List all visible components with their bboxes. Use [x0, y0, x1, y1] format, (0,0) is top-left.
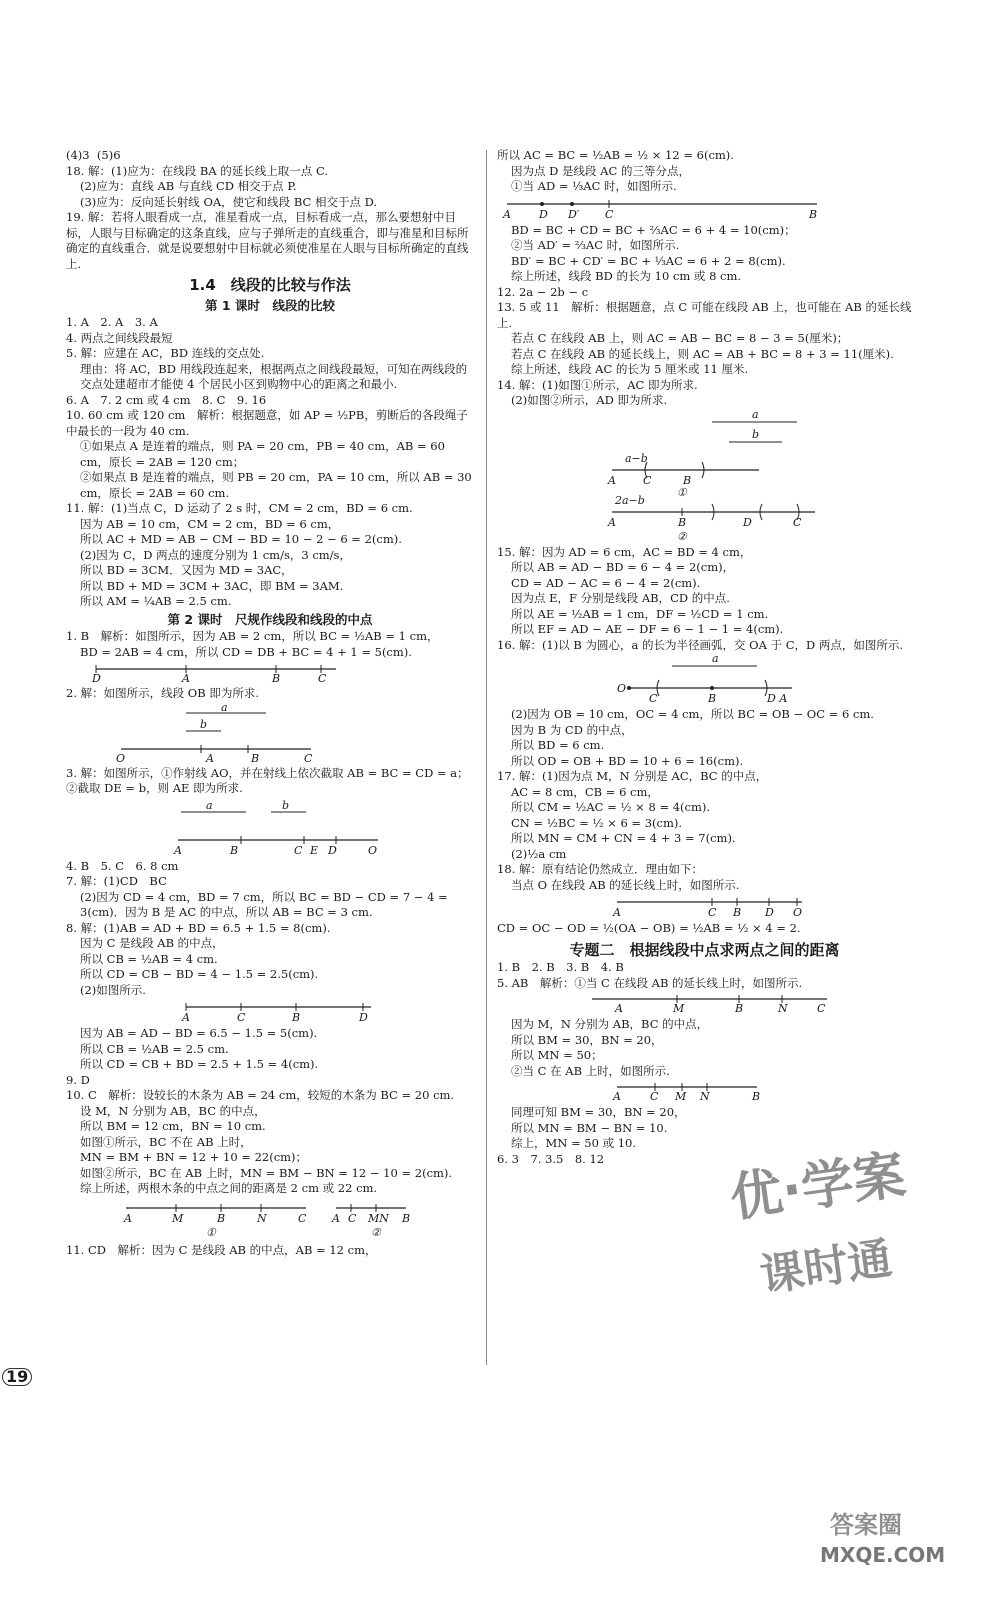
segment-figure-mn: [66, 1200, 466, 1240]
text-line: 所以 CB = ½AB = 2.5 cm.: [80, 1041, 229, 1056]
watermark-corner-logo: 答案圈: [830, 1511, 902, 1539]
text-line: 所以 AC = BC = ½AB = ½ × 12 = 6(cm).: [497, 148, 734, 162]
lesson-title: 第 2 课时 尺规作线段和线段的中点: [167, 611, 373, 627]
text-line: 综上，MN = 50 或 10.: [511, 1136, 637, 1150]
svg-text:②: ②: [677, 529, 687, 542]
text-line: (3)应为：反向延长射线 OA，使它和线段 BC 相交于点 D.: [80, 194, 378, 209]
text-line: 因为 M，N 分别为 AB，BC 的中点，: [511, 1017, 709, 1031]
text-line: 18. 解：原有结论仍然成立．理由如下：: [497, 862, 703, 876]
svg-text:b: b: [282, 799, 290, 812]
text-line: 所以 BD + MD = 3CM + 3AC，即 BM = 3AM.: [80, 578, 344, 593]
svg-text:D: D: [765, 906, 774, 918]
svg-text:A: A: [206, 751, 214, 763]
text-line: 所以 MN = CM + CN = 4 + 3 = 7(cm).: [511, 831, 736, 845]
text-line: 因为点 E，F 分别是线段 AB，CD 的中点.: [511, 591, 730, 605]
svg-text:a: a: [221, 704, 228, 714]
svg-text:C: C: [649, 692, 658, 704]
text-line: 10. C 解析：设较长的木条为 AB = 24 cm，较短的木条为 BC = 20 cm.: [66, 1088, 455, 1102]
svg-text:B: B: [230, 843, 239, 856]
text-line: CN = ½BC = ½ × 6 = 3(cm).: [511, 815, 683, 830]
text-line: 1. B 2. B 3. B 4. B: [497, 960, 624, 974]
text-line: 若点 C 在线段 AB 的延长线上，则 AC = AB + BC = 8 + 3 = 11(厘米).: [511, 346, 894, 361]
svg-text:D: D: [539, 207, 548, 220]
svg-text:C: C: [348, 1211, 357, 1225]
text-line: 15. 解：因为 AD = 6 cm，AC = BD = 4 cm，: [497, 544, 752, 559]
svg-text:a: a: [206, 799, 213, 812]
text-line: 3. 解：如图所示，①作射线 AO，并在射线上依次截取 AB = BC = CD = a；②截取 DE = b，则 AE 即为所求.: [66, 765, 469, 795]
svg-text:A: A: [608, 473, 616, 487]
svg-text:C: C: [237, 1011, 246, 1023]
text-line: (4)3 (5)6: [66, 148, 121, 162]
svg-text:B: B: [292, 1011, 301, 1023]
svg-text:E: E: [310, 843, 319, 856]
svg-text:A: A: [332, 1211, 340, 1225]
text-line: 所以 CD = CB − BD = 4 − 1.5 = 2.5(cm).: [80, 967, 319, 981]
text-line: 因为 AB = 10 cm，CM = 2 cm，BD = 6 cm，: [80, 516, 340, 531]
text-line: 理由：将 AC，BD 用线段连起来，根据两点之间线段最短，可知在两线段的交点处建超市才能使 4 个居民小区到购物中心的距离之和最小.: [80, 361, 468, 391]
text-line: 所以 BM = 12 cm，BN = 10 cm.: [80, 1119, 266, 1133]
svg-text:b: b: [200, 717, 208, 731]
text-line: 4. B 5. C 6. 8 cm: [66, 858, 179, 873]
text-line: 综上所述，线段 AC 的长为 5 厘米或 11 厘米.: [511, 362, 749, 376]
segment-figure-addc: [497, 198, 827, 220]
text-line: (2)½a cm: [511, 846, 567, 861]
text-line: 11. 解：(1)当点 C，D 运动了 2 s 时，CM = 2 cm，BD = 6 cm.: [66, 501, 413, 515]
text-line: 14. 解：(1)如图①所示，AC 即为所求.: [497, 377, 698, 392]
text-line: 所以 BD = 3CM．又因为 MD = 3AC，: [80, 563, 293, 577]
section-title: 1.4 线段的比较与作法: [189, 276, 351, 294]
text-line: (2)如图所示.: [80, 982, 146, 997]
svg-text:2a−b: 2a−b: [615, 493, 645, 507]
svg-text:A: A: [613, 1090, 621, 1102]
text-line: CD = AD − AC = 6 − 4 = 2(cm).: [511, 575, 701, 590]
text-line: 10. 60 cm 或 120 cm 解析：根据题意，如 AP = ½PB，剪断后的各段绳子中最长的一段为 40 cm.: [66, 408, 468, 438]
svg-text:A: A: [503, 207, 511, 220]
svg-text:A: A: [174, 843, 182, 856]
svg-text:B: B: [402, 1211, 411, 1225]
svg-text:C: C: [605, 207, 614, 220]
text-line: 所以 BM = 30，BN = 20，: [511, 1032, 663, 1047]
text-line: 因为点 D 是线段 AC 的三等分点，: [511, 163, 690, 178]
svg-text:N: N: [700, 1090, 710, 1102]
text-line: ②如果点 B 是连着的端点，则 PB = 20 cm，PA = 10 cm，所以 AB = 30 cm，原长 = 2AB = 60 cm.: [80, 470, 476, 500]
svg-text:B: B: [735, 1002, 744, 1014]
watermark-logo: 课时通: [757, 1233, 895, 1302]
svg-text:a: a: [752, 411, 759, 421]
text-line: (2)因为 OB = 10 cm，OC = 4 cm，所以 BC = OB − OC = 6 cm.: [511, 707, 874, 721]
text-line: 所以 MN = BM − BN = 10.: [511, 1120, 668, 1135]
text-line: 所以 CD = CB + BD = 2.5 + 1.5 = 4(cm).: [80, 1057, 319, 1071]
text-line: 9. D: [66, 1072, 90, 1087]
svg-text:M: M: [172, 1211, 184, 1225]
lesson-title: 第 1 课时 线段的比较: [205, 297, 335, 313]
svg-text:N: N: [257, 1211, 267, 1225]
svg-text:O: O: [793, 906, 803, 918]
segment-figure-14: [497, 412, 827, 542]
svg-text:B: B: [733, 906, 742, 918]
text-line: (2)如图②所示，AD 即为所求.: [511, 393, 668, 407]
text-line: 6. A 7. 2 cm 或 4 cm 8. C 9. 16: [66, 392, 267, 407]
text-line: 如图②所示，BC 在 AB 上时，MN = BM − BN = 12 − 10 = 2(cm).: [80, 1165, 453, 1180]
text-line: 2. 解：如图所示，线段 OB 即为所求.: [66, 686, 259, 700]
text-line: 设 M，N 分别为 AB，BC 的中点，: [80, 1103, 266, 1118]
svg-text:①: ①: [677, 485, 687, 499]
svg-text:C: C: [298, 1211, 307, 1225]
svg-text:N: N: [778, 1002, 788, 1014]
svg-text:A: A: [124, 1211, 132, 1225]
text-line: 如图①所示，BC 不在 AB 上时，: [80, 1134, 252, 1149]
text-line: ①如果点 A 是连着的端点，则 PA = 20 cm，PB = 40 cm，AB = 60 cm，原长 = 2AB = 120 cm；: [80, 439, 449, 469]
text-line: 16. 解：(1)以 B 为圆心，a 的长为半径画弧，交 OA 于 C，D 两点，如图所示.: [497, 637, 904, 652]
text-line: 1. A 2. A 3. A: [66, 315, 158, 329]
svg-text:D: D: [92, 672, 101, 683]
segment-figure-acbd: [66, 1001, 386, 1023]
watermark-url: MXQE.COM: [820, 1543, 946, 1567]
text-line: 综上所述，线段 BD 的长为 10 cm 或 8 cm.: [511, 269, 742, 283]
svg-text:A: A: [608, 515, 616, 529]
text-line: (2)因为 C，D 两点的速度分别为 1 cm/s，3 cm/s，: [80, 547, 351, 562]
text-line: CD = OC − OD = ½(OA − OB) = ½AB = ½ × 4 = 2.: [497, 921, 801, 935]
text-line: 因为 AB = AD − BD = 6.5 − 1.5 = 5(cm).: [80, 1026, 318, 1040]
svg-text:A: A: [182, 672, 190, 683]
svg-text:B: B: [272, 672, 281, 683]
text-line: 所以 EF = AD − AE − DF = 6 − 1 − 1 = 4(cm).: [511, 622, 784, 636]
text-line: 所以 OD = OB + BD = 10 + 6 = 16(cm).: [511, 753, 744, 768]
svg-text:b: b: [752, 427, 760, 441]
text-line: 8. 解：(1)AB = AD + BD = 6.5 + 1.5 = 8(cm).: [66, 920, 331, 935]
text-line: MN = BM + BN = 12 + 10 = 22(cm)；: [80, 1150, 308, 1164]
svg-text:D: D: [328, 843, 337, 856]
text-line: 6. 3 7. 3.5 8. 12: [497, 1151, 605, 1166]
svg-text:M: M: [673, 1002, 685, 1014]
text-line: 若点 C 在线段 AB 上，则 AC = AB − BC = 8 − 3 = 5(厘米)；: [511, 331, 849, 345]
segment-figure-s5b: [497, 1082, 827, 1102]
svg-text:C: C: [793, 515, 802, 529]
text-line: 11. CD 解析：因为 C 是线段 AB 的中点，AB = 12 cm，: [66, 1242, 377, 1257]
text-line: 5. AB 解析：①当 C 在线段 AB 的延长线上时，如图所示.: [497, 975, 803, 990]
text-line: 所以 BD = 6 cm.: [511, 738, 605, 752]
left-column: [66, 148, 474, 1258]
svg-text:a−b: a−b: [625, 451, 648, 465]
svg-text:B: B: [217, 1211, 226, 1225]
text-line: ②当 C 在 AB 上时，如图所示.: [511, 1063, 670, 1078]
text-line: 所以 AE = ½AB = 1 cm，DF = ½CD = 1 cm.: [511, 606, 769, 621]
svg-text:A: A: [182, 1011, 190, 1023]
text-line: 因为 B 为 CD 的中点，: [511, 722, 633, 737]
text-line: AC = 8 cm，CB = 6 cm，: [511, 784, 659, 799]
text-line: 19. 解：若将人眼看成一点，准星看成一点，目标看成一点，那么要想射中目标，人眼与目标确定的这条直线，应与子弹所走的直线重合，即与准星和目标所确定的直线重合．就是说要想射中目标就必须使准星在人眼与目标所确定的直线上.: [66, 210, 469, 271]
text-line: 17. 解：(1)因为点 M，N 分别是 AC，BC 的中点，: [497, 769, 768, 783]
segment-figure-18: [497, 896, 827, 918]
svg-text:B: B: [251, 751, 260, 763]
svg-text:C: C: [318, 672, 327, 683]
text-line: (2)应为：直线 AB 与直线 CD 相交于点 P.: [80, 179, 297, 193]
svg-text:C: C: [650, 1090, 659, 1102]
svg-text:D A: D A: [767, 692, 788, 704]
text-line: BD′ = BC + CD′ = BC + ⅓AC = 6 + 2 = 8(cm).: [511, 253, 786, 268]
svg-text:C: C: [294, 843, 303, 856]
segment-figure-ae: [66, 800, 386, 856]
svg-text:①: ①: [206, 1225, 216, 1239]
text-line: (2)因为 CD = 4 cm，BD = 7 cm，所以 BC = BD − CD = 7 − 4 = 3(cm)．因为 B 是 AC 的中点，所以 AB = BC = 3 cm.: [80, 889, 452, 919]
svg-text:B: B: [678, 515, 687, 529]
svg-text:O: O: [368, 843, 378, 856]
svg-text:O: O: [116, 751, 126, 763]
watermark-logo: 优·学案: [726, 1145, 909, 1229]
svg-text:D: D: [743, 515, 752, 529]
svg-text:B: B: [683, 473, 692, 487]
svg-text:M: M: [675, 1090, 687, 1102]
text-line: 18. 解：(1)应为：在线段 BA 的延长线上取一点 C.: [66, 163, 328, 178]
segment-figure-s5a: [497, 994, 827, 1014]
text-line: ①当 AD = ⅓AC 时，如图所示.: [511, 179, 677, 193]
text-line: 所以 CB = ½AB = 4 cm.: [80, 951, 218, 966]
svg-text:C: C: [643, 473, 652, 487]
segment-figure-ob: [66, 705, 366, 763]
text-line: 所以 AM = ¼AB = 2.5 cm.: [80, 594, 232, 608]
text-line: BD = 2AB = 4 cm，所以 CD = DB + BC = 4 + 1 = 5(cm).: [80, 644, 412, 659]
svg-text:D′: D′: [568, 207, 580, 220]
svg-text:B: B: [708, 692, 717, 704]
text-line: 因为 C 是线段 AB 的中点，: [80, 936, 224, 950]
text-line: 综上所述，两根木条的中点之间的距离是 2 cm 或 22 cm.: [80, 1181, 378, 1195]
text-line: 1. B 解析：如图所示，因为 AB = 2 cm，所以 BC = ½AB = 1 cm，: [66, 629, 439, 643]
text-line: 7. 解：(1)CD BC: [66, 874, 167, 888]
svg-text:D: D: [359, 1011, 368, 1023]
svg-text:A: A: [613, 906, 621, 918]
svg-text:O: O: [617, 682, 627, 695]
text-line: 所以 AC + MD = AB − CM − BD = 10 − 2 − 6 = 2(cm).: [80, 532, 402, 546]
svg-text:C: C: [304, 751, 313, 763]
page-number: 19: [2, 1368, 32, 1386]
text-line: 所以 CM = ½AC = ½ × 8 = 4(cm).: [511, 800, 711, 814]
svg-text:C: C: [708, 906, 717, 918]
segment-figure-dabc: [66, 663, 366, 683]
text-line: 4. 两点之间线段最短: [66, 330, 173, 345]
svg-text:B: B: [752, 1090, 761, 1102]
text-line: 同理可知 BM = 30，BN = 20，: [511, 1105, 686, 1119]
svg-text:a: a: [712, 656, 719, 665]
svg-text:②: ②: [371, 1225, 381, 1239]
column-divider: [486, 150, 487, 1365]
text-line: 当点 O 在线段 AB 的延长线上时，如图所示.: [511, 877, 740, 892]
svg-text:A: A: [615, 1002, 623, 1014]
text-line: 所以 MN = 50；: [511, 1048, 603, 1062]
text-line: ②当 AD′ = ⅔AC 时，如图所示.: [511, 238, 680, 252]
text-line: 5. 解：应建在 AC，BD 连线的交点处.: [66, 346, 265, 360]
svg-text:B: B: [809, 207, 818, 220]
text-line: 13. 5 或 11 解析：根据题意，点 C 可能在线段 AB 上，也可能在 AB 的延长线上.: [497, 300, 912, 330]
svg-text:MN: MN: [368, 1211, 389, 1225]
topic-title: 专题二 根据线段中点求两点之间的距离: [569, 940, 840, 959]
right-column: [497, 148, 912, 1167]
segment-figure-16: [497, 656, 827, 704]
text-line: 所以 AB = AD − BD = 6 − 4 = 2(cm)，: [511, 560, 735, 574]
svg-text:C: C: [817, 1002, 826, 1014]
text-line: BD = BC + CD = BC + ⅔AC = 6 + 4 = 10(cm)；: [511, 222, 796, 237]
text-line: 12. 2a − 2b − c: [497, 284, 589, 299]
